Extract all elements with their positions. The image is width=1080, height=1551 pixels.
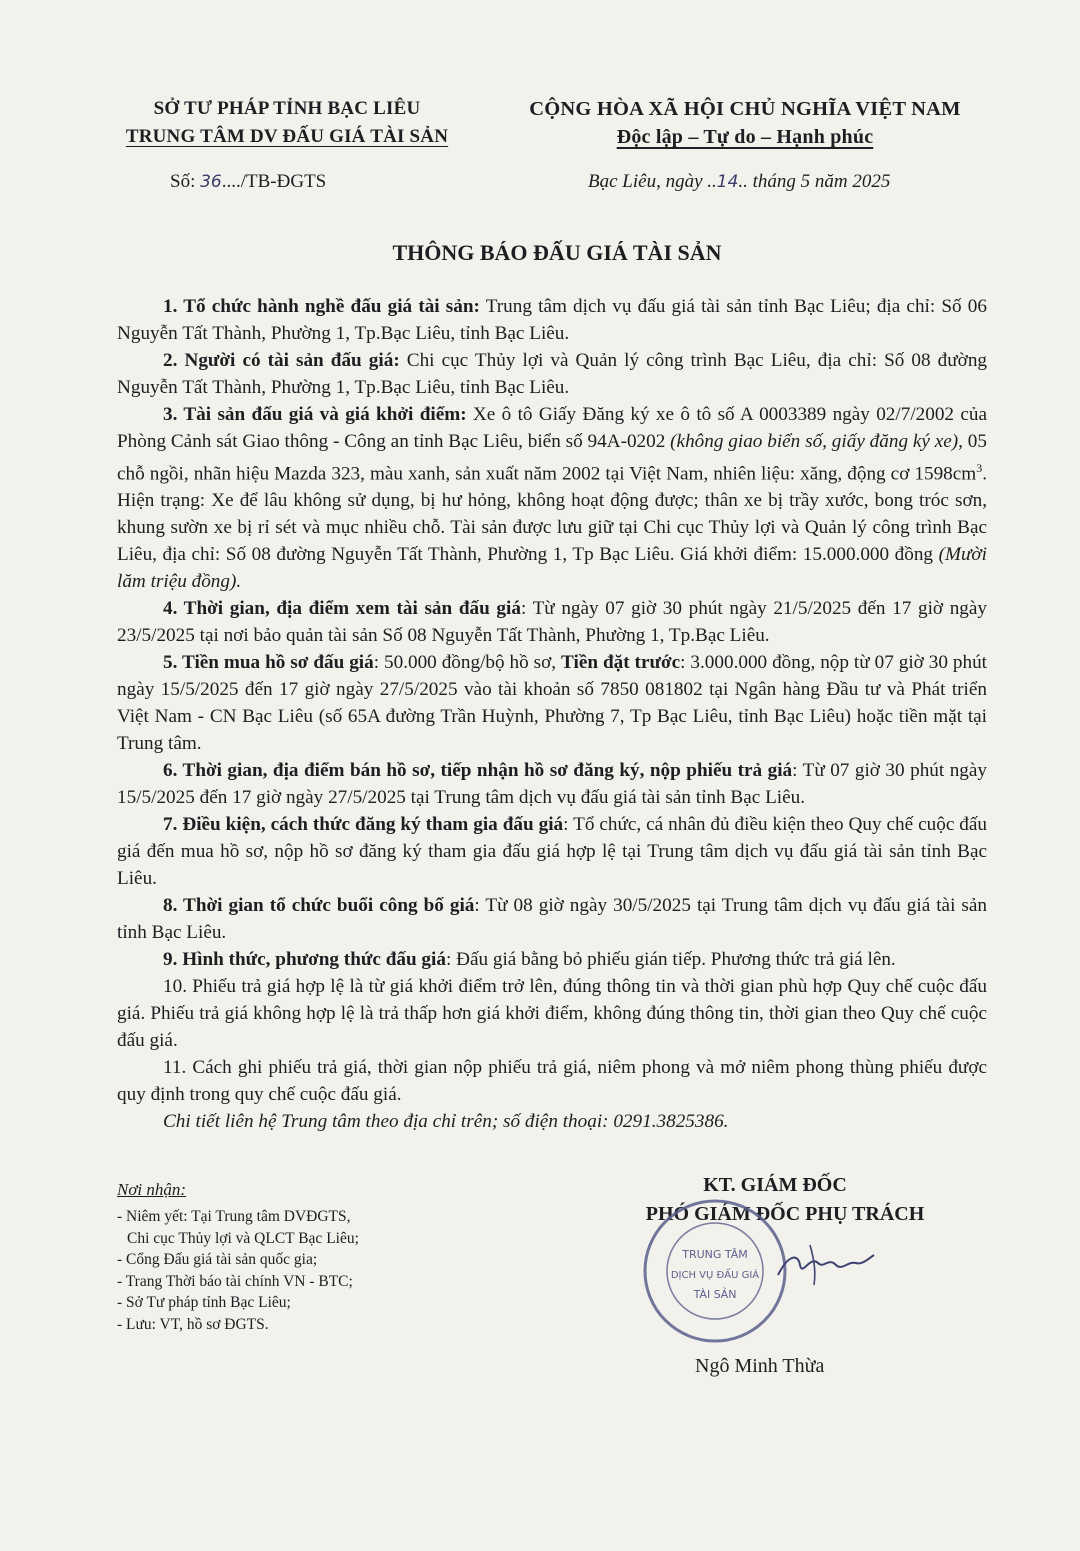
section-3-italic-a: (không giao biển số, giấy đăng ký xe),	[670, 431, 963, 452]
seal-text-1: TRUNG TÂM	[682, 1248, 748, 1261]
document-number	[170, 171, 326, 193]
section-2	[117, 347, 987, 401]
section-3-sup: 3	[976, 461, 983, 475]
section-7-label: 7. Điều kiện, cách thức đăng ký tham gia đấu giá	[163, 814, 564, 836]
section-3-text-c: . Hiện trạng: Xe để lâu không sử dụng, bị hư hỏng, không hoạt động được; thân xe bị trầy xước, bong tróc sơn, khung sườn xe bị rỉ sét và mục nhiều chỗ. Tài sản được lưu giữ tại Chi cục Thủy lợi và Quản lý công trình Bạc Liêu, địa chỉ: Số 08 đường Nguyễn Tất Thành, Phường 1, Tp Bạc Liêu. Giá khởi điểm: 15.000.000 đồng	[117, 463, 987, 566]
section-5-label-b: Tiền đặt trước	[561, 652, 681, 674]
seal-text-3: TÀI SẢN	[693, 1288, 737, 1301]
section-4-label: 4. Thời gian, địa điểm xem tài sản đấu giá	[163, 598, 521, 620]
recipient-item: - Lưu: VT, hồ sơ ĐGTS.	[117, 1315, 269, 1333]
section-4-text: : Từ ngày 07 giờ 30 phút ngày 21/5/2025 đến 17 giờ ngày 23/5/2025 tại nơi bảo quản tài sản Số 08 Nguyễn Tất Thành, Phường 1, Tp.Bạc Liêu.	[117, 598, 987, 647]
document-date	[588, 171, 890, 193]
section-10: 10. Phiếu trả giá hợp lệ là từ giá khởi điểm trở lên, đúng thông tin và thời gian phù hợp Quy chế cuộc đấu giá. Phiếu trả giá không hợp lệ là trả thấp hơn giá khởi điểm, không đúng thông tin, thời gian theo Quy chế cuộc đấu giá.	[117, 976, 987, 1052]
section-7-text: : Tổ chức, cá nhân đủ điều kiện theo Quy chế cuộc đấu giá đến mua hồ sơ, nộp hồ sơ đăng ký tham gia đấu giá hợp lệ tại Trung tâm dịch vụ đấu giá tài sản tỉnh Bạc Liêu.	[117, 814, 988, 890]
recipients-title: Nơi nhận:	[117, 1180, 187, 1199]
doc-number-suffix: ..../TB-ĐGTS	[221, 171, 327, 192]
nation-motto	[617, 126, 874, 149]
contact-text: Chi tiết liên hệ Trung tâm theo địa chỉ trên; số điện thoại: 0291.3825386.	[163, 1111, 729, 1133]
document-body	[117, 293, 987, 1135]
contact-line	[117, 1108, 987, 1135]
section-2-text: Chi cục Thủy lợi và Quản lý công trình Bạc Liêu, địa chỉ: Số 08 đường Nguyễn Tất Thành, Phường 1, Tp.Bạc Liêu, tỉnh Bạc Liêu.	[117, 350, 988, 398]
section-3-text-b: 05 chỗ ngồi, nhãn hiệu Mazda 323, màu xanh, sản xuất năm 2002 tại Việt Nam, nhiên liệu: xăng, động cơ 1598cm	[117, 431, 987, 485]
section-5-text-b: : 3.000.000 đồng, nộp từ 07 giờ 30 phút ngày 15/5/2025 đến 17 giờ ngày 27/5/2025 vào tài khoản số 7850 081802 tại Ngân hàng Đầu tư và Phát triển Việt Nam - CN Bạc Liêu (số 65A đường Trần Huỳnh, Phường 7, Tp Bạc Liêu, tỉnh Bạc Liêu) hoặc tiền mặt tại Trung tâm.	[117, 652, 987, 755]
section-8	[117, 892, 987, 946]
signature-title-2: PHÓ GIÁM ĐỐC PHỤ TRÁCH	[645, 1203, 925, 1225]
handwritten-signature-icon	[770, 1235, 880, 1295]
section-3-label: 3. Tài sản đấu giá và giá khởi điểm:	[163, 404, 467, 425]
section-3-text-a: Xe ô tô Giấy Đăng ký xe ô tô số A 0003389 ngày 02/7/2002 của Phòng Cảnh sát Giao thông - Công an tỉnh Bạc Liêu, biển số 94A-0202	[117, 404, 987, 452]
official-seal-icon	[640, 1196, 790, 1346]
doc-number-value: 36	[200, 172, 222, 192]
recipient-item: Chi cục Thủy lợi và QLCT Bạc Liêu;	[127, 1229, 359, 1247]
section-5-label: 5. Tiền mua hồ sơ đấu giá	[163, 652, 374, 674]
section-3-italic-b: (Mười lăm triệu đồng).	[117, 544, 987, 593]
section-2-label: 2. Người có tài sản đấu giá:	[163, 350, 400, 371]
section-11: 11. Cách ghi phiếu trả giá, thời gian nộp phiếu trả giá, niêm phong và mở niêm phong thùng phiếu được quy định trong quy chế cuộc đấu giá.	[117, 1057, 987, 1106]
recipients-list	[117, 1206, 359, 1335]
date-prefix: Bạc Liêu, ngày ..	[588, 171, 717, 192]
signature-title-1: KT. GIÁM ĐỐC	[703, 1174, 847, 1196]
section-9-label: 9. Hình thức, phương thức đấu giá	[163, 949, 446, 971]
agency-parent: SỞ TƯ PHÁP TỈNH BẠC LIÊU	[153, 98, 421, 119]
seal-text-2: DỊCH VỤ ĐẤU GIÁ	[670, 1270, 760, 1281]
section-6-text: : Từ 07 giờ 30 phút ngày 15/5/2025 đến 17 giờ ngày 27/5/2025 tại Trung tâm dịch vụ đấu giá tài sản tỉnh Bạc Liêu.	[117, 760, 987, 809]
section-1-text: Trung tâm dịch vụ đấu giá tài sản tỉnh Bạc Liêu; địa chỉ: Số 06 Nguyễn Tất Thành, Phường 1, Tp.Bạc Liêu, tỉnh Bạc Liêu.	[117, 296, 987, 344]
recipient-item: - Niêm yết: Tại Trung tâm DVĐGTS,	[117, 1208, 351, 1225]
section-5	[117, 649, 987, 757]
section-8-label: 8. Thời gian tổ chức buổi công bố giá	[163, 895, 475, 917]
nation-motto-text: Độc lập – Tự do – Hạnh phúc	[616, 126, 874, 148]
section-4	[117, 595, 987, 649]
section-6	[117, 757, 987, 811]
section-9	[117, 946, 987, 973]
section-6-label: 6. Thời gian, địa điểm bán hồ sơ, tiếp nhận hồ sơ đăng ký, nộp phiếu trả giá	[163, 760, 793, 782]
section-9-text: : Đấu giá bằng bỏ phiếu gián tiếp. Phương thức trả giá lên.	[445, 949, 896, 971]
section-7	[117, 811, 987, 892]
section-8-text: : Từ 08 giờ ngày 30/5/2025 tại Trung tâm dịch vụ đấu giá tài sản tỉnh Bạc Liêu.	[117, 895, 987, 944]
recipient-item: - Sở Tư pháp tỉnh Bạc Liêu;	[117, 1294, 291, 1311]
section-1-label: 1. Tổ chức hành nghề đấu giá tài sản:	[163, 296, 480, 317]
section-5-text-a: : 50.000 đồng/bộ hồ sơ,	[373, 652, 562, 674]
recipient-item: - Trang Thời báo tài chính VN - BTC;	[117, 1272, 353, 1290]
date-suffix: .. tháng 5 năm 2025	[738, 171, 891, 192]
agency-name-text: TRUNG TÂM DV ĐẤU GIÁ TÀI SẢN	[125, 126, 449, 147]
section-1	[117, 293, 987, 347]
section-3	[117, 401, 987, 595]
doc-number-prefix: Số:	[170, 171, 201, 192]
document-title: THÔNG BÁO ĐẤU GIÁ TÀI SẢN	[392, 240, 722, 265]
signatory-name: Ngô Minh Thừa	[695, 1355, 825, 1377]
recipient-item: - Cổng Đấu giá tài sản quốc gia;	[117, 1251, 318, 1268]
agency-name	[126, 126, 448, 148]
recipients-block	[117, 1180, 359, 1335]
nation-name: CỘNG HÒA XÃ HỘI CHỦ NGHĨA VIỆT NAM	[529, 98, 961, 120]
date-day: 14	[716, 172, 739, 192]
